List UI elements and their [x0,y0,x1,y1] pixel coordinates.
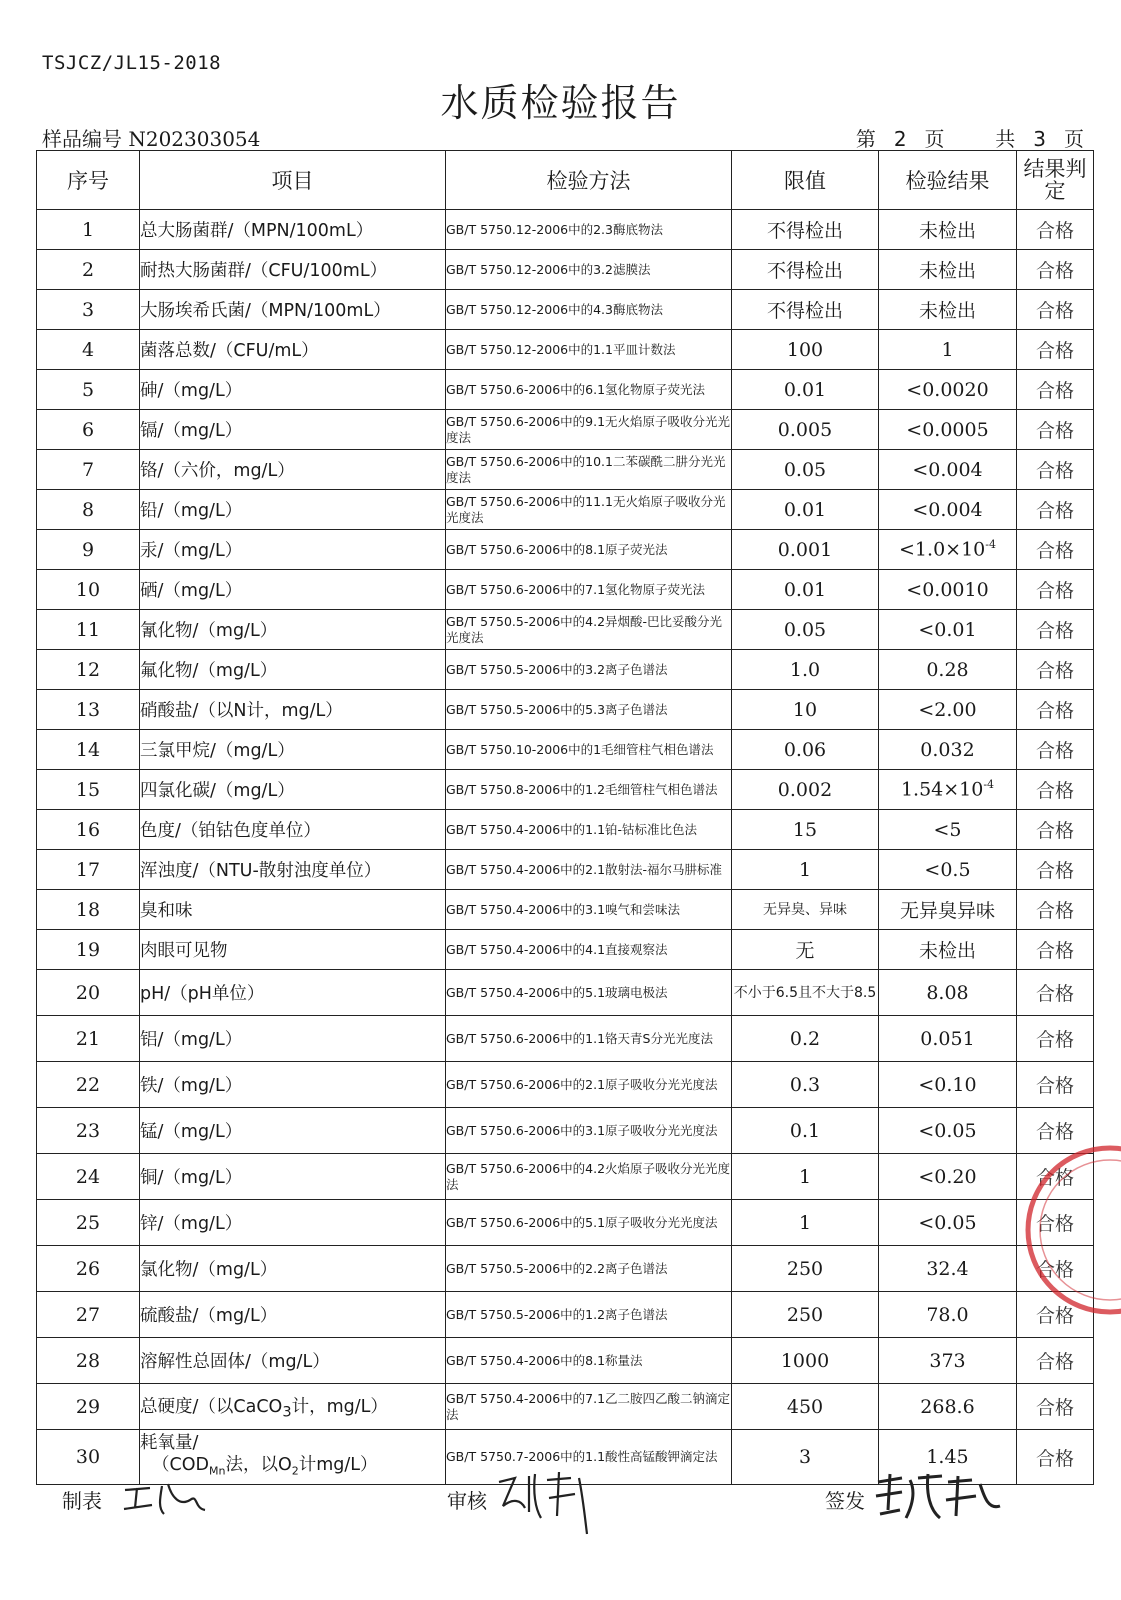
row-result: <0.0020 [879,370,1017,410]
row-item: 锰/（mg/L） [140,1108,446,1154]
row-limit: 1 [732,1200,879,1246]
row-number: 22 [37,1062,140,1108]
row-judge: 合格 [1017,1384,1094,1430]
row-judge: 合格 [1017,1108,1094,1154]
row-judge: 合格 [1017,810,1094,850]
issue-label: 签发 [825,1489,865,1513]
table-row [37,1292,1094,1338]
row-item: 肉眼可见物 [140,930,446,970]
row-number: 25 [37,1200,140,1246]
row-method: GB/T 5750.6-2006中的4.2火焰原子吸收分光光度法 [446,1154,732,1200]
row-number: 9 [37,530,140,570]
sample-label: 样品编号 [42,127,122,151]
row-result: 未检出 [879,210,1017,250]
row-limit: 不得检出 [732,290,879,330]
row-limit: 1 [732,1154,879,1200]
row-limit: 0.2 [732,1016,879,1062]
row-item: 菌落总数/（CFU/mL） [140,330,446,370]
table-row [37,1062,1094,1108]
maker-signature [120,1478,210,1518]
table-header [37,151,1094,210]
row-method: GB/T 5750.6-2006中的5.1原子吸收分光光度法 [446,1200,732,1246]
table-row [37,1200,1094,1246]
row-number: 24 [37,1154,140,1200]
row-number: 23 [37,1108,140,1154]
header-no: 序号 [37,151,140,210]
row-limit: 0.001 [732,530,879,570]
row-judge: 合格 [1017,690,1094,730]
row-result: <0.05 [879,1200,1017,1246]
row-number: 4 [37,330,140,370]
total-pages: 3 [1033,127,1046,151]
row-result: 78.0 [879,1292,1017,1338]
row-number: 3 [37,290,140,330]
table-row [37,250,1094,290]
row-judge: 合格 [1017,650,1094,690]
row-method: GB/T 5750.6-2006中的8.1原子荧光法 [446,530,732,570]
row-judge: 合格 [1017,250,1094,290]
row-result: 未检出 [879,250,1017,290]
header-limit: 限值 [732,151,879,210]
row-method: GB/T 5750.4-2006中的7.1乙二胺四乙酸二钠滴定法 [446,1384,732,1430]
table-row [37,1154,1094,1200]
row-method: GB/T 5750.4-2006中的2.1散射法-福尔马肼标准 [446,850,732,890]
row-method: GB/T 5750.8-2006中的1.2毛细管柱气相色谱法 [446,770,732,810]
page-indicator [847,123,1093,152]
row-judge: 合格 [1017,770,1094,810]
row-item: 汞/（mg/L） [140,530,446,570]
row-number: 16 [37,810,140,850]
table-row [37,490,1094,530]
table-row [37,890,1094,930]
row-item: 硒/（mg/L） [140,570,446,610]
row-item: 硝酸盐/（以N计，mg/L） [140,690,446,730]
table-row [37,810,1094,850]
row-number: 27 [37,1292,140,1338]
row-result: <0.05 [879,1108,1017,1154]
row-item: 铬/（六价，mg/L） [140,450,446,490]
row-item: 氟化物/（mg/L） [140,650,446,690]
row-result: 0.28 [879,650,1017,690]
row-item: pH/（pH单位） [140,970,446,1016]
table-row [37,330,1094,370]
issuer-signature [872,1470,1007,1530]
table-row [37,1246,1094,1292]
row-judge: 合格 [1017,1246,1094,1292]
row-number: 18 [37,890,140,930]
row-number: 30 [37,1430,140,1485]
row-method: GB/T 5750.4-2006中的1.1铂-钴标准比色法 [446,810,732,850]
table-row [37,570,1094,610]
row-item: 砷/（mg/L） [140,370,446,410]
row-item: 耐热大肠菌群/（CFU/100mL） [140,250,446,290]
document-code: TSJCZ/JL15-2018 [42,52,222,74]
row-number: 17 [37,850,140,890]
row-result: <0.20 [879,1154,1017,1200]
row-number: 21 [37,1016,140,1062]
header-result: 检验结果 [879,151,1017,210]
row-limit: 0.002 [732,770,879,810]
row-limit: 0.06 [732,730,879,770]
row-item: 铜/（mg/L） [140,1154,446,1200]
row-judge: 合格 [1017,730,1094,770]
table-row [37,850,1094,890]
row-item: 总大肠菌群/（MPN/100mL） [140,210,446,250]
row-number: 13 [37,690,140,730]
total-prefix: 共 [995,127,1016,151]
row-judge: 合格 [1017,970,1094,1016]
row-item: 铝/（mg/L） [140,1016,446,1062]
row-judge: 合格 [1017,1062,1094,1108]
header-judge: 结果判定 [1017,151,1094,210]
row-judge: 合格 [1017,410,1094,450]
row-result: <0.0005 [879,410,1017,450]
row-limit: 1 [732,850,879,890]
row-limit: 100 [732,330,879,370]
row-limit: 0.05 [732,450,879,490]
table-row [37,410,1094,450]
page-word: 页 [924,127,945,151]
row-method: GB/T 5750.7-2006中的1.1酸性高锰酸钾滴定法 [446,1430,732,1485]
row-result: 268.6 [879,1384,1017,1430]
row-limit: 1000 [732,1338,879,1384]
sample-value: N202303054 [128,127,261,151]
row-result: <0.004 [879,490,1017,530]
header-method: 检验方法 [446,151,732,210]
row-judge: 合格 [1017,210,1094,250]
row-judge: 合格 [1017,290,1094,330]
row-result: <2.00 [879,690,1017,730]
row-item: 臭和味 [140,890,446,930]
row-result: 未检出 [879,930,1017,970]
table-row [37,690,1094,730]
row-result: 32.4 [879,1246,1017,1292]
row-judge: 合格 [1017,1154,1094,1200]
row-limit: 0.05 [732,610,879,650]
sample-number [42,123,260,152]
row-method: GB/T 5750.4-2006中的5.1玻璃电极法 [446,970,732,1016]
row-number: 15 [37,770,140,810]
table-row [37,770,1094,810]
row-judge: 合格 [1017,1292,1094,1338]
reviewer-signature [495,1468,605,1538]
row-judge: 合格 [1017,450,1094,490]
row-result: <0.10 [879,1062,1017,1108]
row-method: GB/T 5750.6-2006中的6.1氢化物原子荧光法 [446,370,732,410]
row-method: GB/T 5750.5-2006中的1.2离子色谱法 [446,1292,732,1338]
row-method: GB/T 5750.12-2006中的2.3酶底物法 [446,210,732,250]
row-result: 373 [879,1338,1017,1384]
row-judge: 合格 [1017,850,1094,890]
row-number: 2 [37,250,140,290]
row-method: GB/T 5750.6-2006中的2.1原子吸收分光光度法 [446,1062,732,1108]
row-item: 氰化物/（mg/L） [140,610,446,650]
row-limit: 0.1 [732,1108,879,1154]
row-limit: 250 [732,1246,879,1292]
row-judge: 合格 [1017,610,1094,650]
row-result: <5 [879,810,1017,850]
row-item: 镉/（mg/L） [140,410,446,450]
row-judge: 合格 [1017,330,1094,370]
row-number: 6 [37,410,140,450]
table-row [37,290,1094,330]
table-row [37,1338,1094,1384]
row-method: GB/T 5750.6-2006中的11.1无火焰原子吸收分光光度法 [446,490,732,530]
row-item: 耗氧量/ （$COD_{Mn}$法，以$O_2$计mg/L） [140,1430,446,1485]
row-number: 11 [37,610,140,650]
row-number: 8 [37,490,140,530]
row-number: 19 [37,930,140,970]
row-number: 5 [37,370,140,410]
row-method: GB/T 5750.6-2006中的3.1原子吸收分光光度法 [446,1108,732,1154]
official-stamp [1020,1140,1121,1320]
row-item: 浑浊度/（NTU-散射浊度单位） [140,850,446,890]
row-judge: 合格 [1017,570,1094,610]
row-method: GB/T 5750.6-2006中的7.1氢化物原子荧光法 [446,570,732,610]
table-row [37,1016,1094,1062]
table-row [37,730,1094,770]
row-method: GB/T 5750.5-2006中的3.2离子色谱法 [446,650,732,690]
row-method: GB/T 5750.12-2006中的1.1平皿计数法 [446,330,732,370]
row-item: 总硬度/（以CaCO$_3$计，mg/L） [140,1384,446,1430]
row-number: 20 [37,970,140,1016]
row-result: 未检出 [879,290,1017,330]
row-item: 溶解性总固体/（mg/L） [140,1338,446,1384]
row-result: <0.004 [879,450,1017,490]
row-item: 色度/（铂钴色度单位） [140,810,446,850]
table-row [37,370,1094,410]
row-limit: 450 [732,1384,879,1430]
row-limit: 无 [732,930,879,970]
row-number: 12 [37,650,140,690]
row-item: 三氯甲烷/（mg/L） [140,730,446,770]
row-number: 7 [37,450,140,490]
row-limit: 250 [732,1292,879,1338]
row-limit: 不得检出 [732,210,879,250]
table-row [37,450,1094,490]
table-row [37,610,1094,650]
row-limit: 不得检出 [732,250,879,290]
row-judge: 合格 [1017,370,1094,410]
row-limit: 0.01 [732,370,879,410]
row-method: GB/T 5750.12-2006中的3.2滤膜法 [446,250,732,290]
report-title: 水质检验报告 [440,81,681,125]
row-limit: 3 [732,1430,879,1485]
row-result: <0.0010 [879,570,1017,610]
row-judge: 合格 [1017,890,1094,930]
total-word: 页 [1064,127,1084,151]
row-method: GB/T 5750.12-2006中的4.3酶底物法 [446,290,732,330]
row-result: $<1.0\times 10^{-4}$ [879,530,1017,570]
row-limit: 无异臭、异味 [732,890,879,930]
row-method: GB/T 5750.5-2006中的4.2异烟酸-巴比妥酸分光光度法 [446,610,732,650]
row-limit: 1.0 [732,650,879,690]
page-prefix: 第 [855,127,876,151]
row-method: GB/T 5750.4-2006中的3.1嗅气和尝味法 [446,890,732,930]
table-row [37,1108,1094,1154]
row-item: 四氯化碳/（mg/L） [140,770,446,810]
header-item: 项目 [140,151,446,210]
row-item: 铁/（mg/L） [140,1062,446,1108]
row-number: 1 [37,210,140,250]
row-limit: 0.01 [732,490,879,530]
row-number: 28 [37,1338,140,1384]
row-number: 10 [37,570,140,610]
row-method: GB/T 5750.6-2006中的1.1铬天青S分光光度法 [446,1016,732,1062]
table-row [37,650,1094,690]
row-judge: 合格 [1017,1338,1094,1384]
row-result: <0.5 [879,850,1017,890]
row-method: GB/T 5750.5-2006中的5.3离子色谱法 [446,690,732,730]
row-limit: 15 [732,810,879,850]
row-method: GB/T 5750.5-2006中的2.2离子色谱法 [446,1246,732,1292]
row-limit: 10 [732,690,879,730]
row-item: 铅/（mg/L） [140,490,446,530]
row-judge: 合格 [1017,1200,1094,1246]
table-row [37,930,1094,970]
row-judge: 合格 [1017,490,1094,530]
row-judge: 合格 [1017,1016,1094,1062]
row-limit: 0.3 [732,1062,879,1108]
row-result: $1.54\times 10^{-4}$ [879,770,1017,810]
made-by-label: 制表 [62,1489,102,1513]
row-item: 氯化物/（mg/L） [140,1246,446,1292]
row-judge: 合格 [1017,1430,1094,1485]
row-item: 硫酸盐/（mg/L） [140,1292,446,1338]
row-method: GB/T 5750.10-2006中的1毛细管柱气相色谱法 [446,730,732,770]
table-row [37,1384,1094,1430]
row-result: 1 [879,330,1017,370]
row-result: 1.45 [879,1430,1017,1485]
row-method: GB/T 5750.6-2006中的10.1二苯碳酰二肼分光光度法 [446,450,732,490]
row-result: <0.01 [879,610,1017,650]
row-judge: 合格 [1017,930,1094,970]
row-limit: 不小于6.5且不大于8.5 [732,970,879,1016]
row-number: 29 [37,1384,140,1430]
review-label: 审核 [447,1489,487,1513]
row-number: 14 [37,730,140,770]
row-method: GB/T 5750.4-2006中的8.1称量法 [446,1338,732,1384]
row-limit: 0.005 [732,410,879,450]
page-number: 2 [893,127,907,151]
row-result: 0.032 [879,730,1017,770]
row-result: 无异臭异味 [879,890,1017,930]
results-table [36,150,1094,1485]
row-result: 8.08 [879,970,1017,1016]
table-row [37,970,1094,1016]
table-row [37,210,1094,250]
row-method: GB/T 5750.6-2006中的9.1无火焰原子吸收分光光度法 [446,410,732,450]
row-number: 26 [37,1246,140,1292]
row-limit: 0.01 [732,570,879,610]
row-method: GB/T 5750.4-2006中的4.1直接观察法 [446,930,732,970]
row-judge: 合格 [1017,530,1094,570]
row-result: 0.051 [879,1016,1017,1062]
row-item: 大肠埃希氏菌/（MPN/100mL） [140,290,446,330]
table-row [37,530,1094,570]
row-item: 锌/（mg/L） [140,1200,446,1246]
